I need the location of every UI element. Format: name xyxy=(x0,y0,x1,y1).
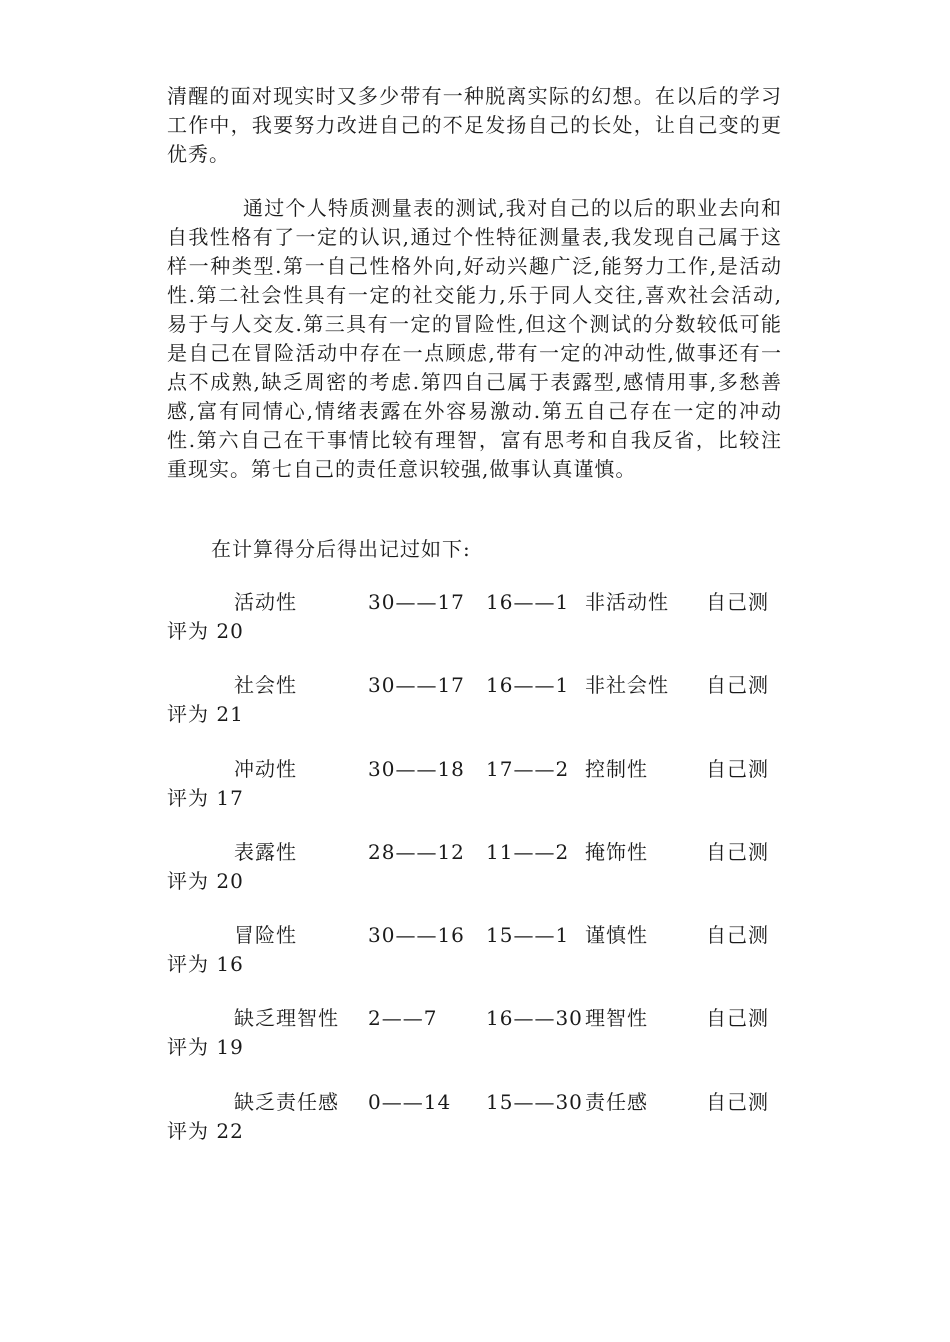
trait-low-range: 16——30 xyxy=(486,1006,583,1030)
trait-name: 冒险性 xyxy=(234,923,297,947)
trait-low-range: 11——2 xyxy=(486,840,570,864)
trait-low-range: 16——1 xyxy=(486,673,570,697)
trait-opposite: 非活动性 xyxy=(585,590,669,614)
trait-opposite: 非社会性 xyxy=(585,673,669,697)
trait-low-range: 17——2 xyxy=(486,757,570,781)
trait-high-range: 2——7 xyxy=(368,1006,438,1030)
trait-opposite: 责任感 xyxy=(585,1090,648,1114)
trait-low-range: 16——1 xyxy=(486,590,570,614)
score-row-responsibility xyxy=(167,1088,787,1148)
trait-high-range: 30——16 xyxy=(368,923,465,947)
self-score: 评为 20 xyxy=(167,619,244,643)
trait-name: 冲动性 xyxy=(234,757,297,781)
self-test-label: 自己测 xyxy=(706,757,769,781)
trait-high-range: 28——12 xyxy=(368,840,465,864)
self-score: 评为 17 xyxy=(167,786,244,810)
trait-name: 社会性 xyxy=(234,673,297,697)
trait-high-range: 30——17 xyxy=(368,673,465,697)
self-test-label: 自己测 xyxy=(706,590,769,614)
trait-high-range: 30——17 xyxy=(368,590,465,614)
self-score: 评为 20 xyxy=(167,869,244,893)
paragraph-test-analysis: 通过个人特质测量表的测试,我对自己的以后的职业去向和自我性格有了一定的认识,通过个性特征测量表,我发现自己属于这样一种类型.第一自己性格外向,好动兴趣广泛,能努力工作,是活动性.第二社会性具有一定的社交能力,乐于同人交往,喜欢社会活动,易于与人交友.第三具有一定的冒险性,但这个测试的分数较低可能是自己在冒险活动中存在一点顾虑,带有一定的冲动性,做事还有一点不成熟,缺乏周密的考虑.第四自己属于表露型,感情用事,多愁善感,富有同情心,情绪表露在外容易激动.第五自己存在一定的冲动性.第六自己在干事情比较有理智，富有思考和自我反省，比较注重现实。第七自己的责任意识较强,做事认真谨慎。 xyxy=(167,196,782,481)
self-score: 评为 21 xyxy=(167,702,244,726)
trait-opposite: 控制性 xyxy=(585,757,648,781)
self-test-label: 自己测 xyxy=(706,840,769,864)
score-row-adventurousness xyxy=(167,921,787,981)
trait-opposite: 掩饰性 xyxy=(585,840,648,864)
paragraph-conclusion: 清醒的面对现实时又多少带有一种脱离实际的幻想。在以后的学习工作中，我要努力改进自己的不足发扬自己的长处，让自己变的更优秀。 xyxy=(167,84,782,166)
trait-low-range: 15——30 xyxy=(486,1090,583,1114)
trait-name: 活动性 xyxy=(234,590,297,614)
self-score: 评为 16 xyxy=(167,952,244,976)
self-test-label: 自己测 xyxy=(706,1006,769,1030)
trait-low-range: 15——1 xyxy=(486,923,570,947)
score-row-activity xyxy=(167,588,787,648)
trait-high-range: 0——14 xyxy=(368,1090,452,1114)
trait-high-range: 30——18 xyxy=(368,757,465,781)
paragraph-results-intro: 在计算得分后得出记过如下: xyxy=(211,537,471,561)
trait-name: 缺乏理智性 xyxy=(234,1006,339,1030)
trait-opposite: 理智性 xyxy=(585,1006,648,1030)
self-score: 评为 22 xyxy=(167,1119,244,1143)
self-test-label: 自己测 xyxy=(706,673,769,697)
score-row-expressiveness xyxy=(167,838,787,898)
score-row-sociality xyxy=(167,671,787,731)
self-test-label: 自己测 xyxy=(706,1090,769,1114)
trait-name: 表露性 xyxy=(234,840,297,864)
trait-name: 缺乏责任感 xyxy=(234,1090,339,1114)
self-score: 评为 19 xyxy=(167,1035,244,1059)
score-row-rationality xyxy=(167,1004,787,1064)
score-row-impulsivity xyxy=(167,755,787,815)
trait-opposite: 谨慎性 xyxy=(585,923,648,947)
self-test-label: 自己测 xyxy=(706,923,769,947)
